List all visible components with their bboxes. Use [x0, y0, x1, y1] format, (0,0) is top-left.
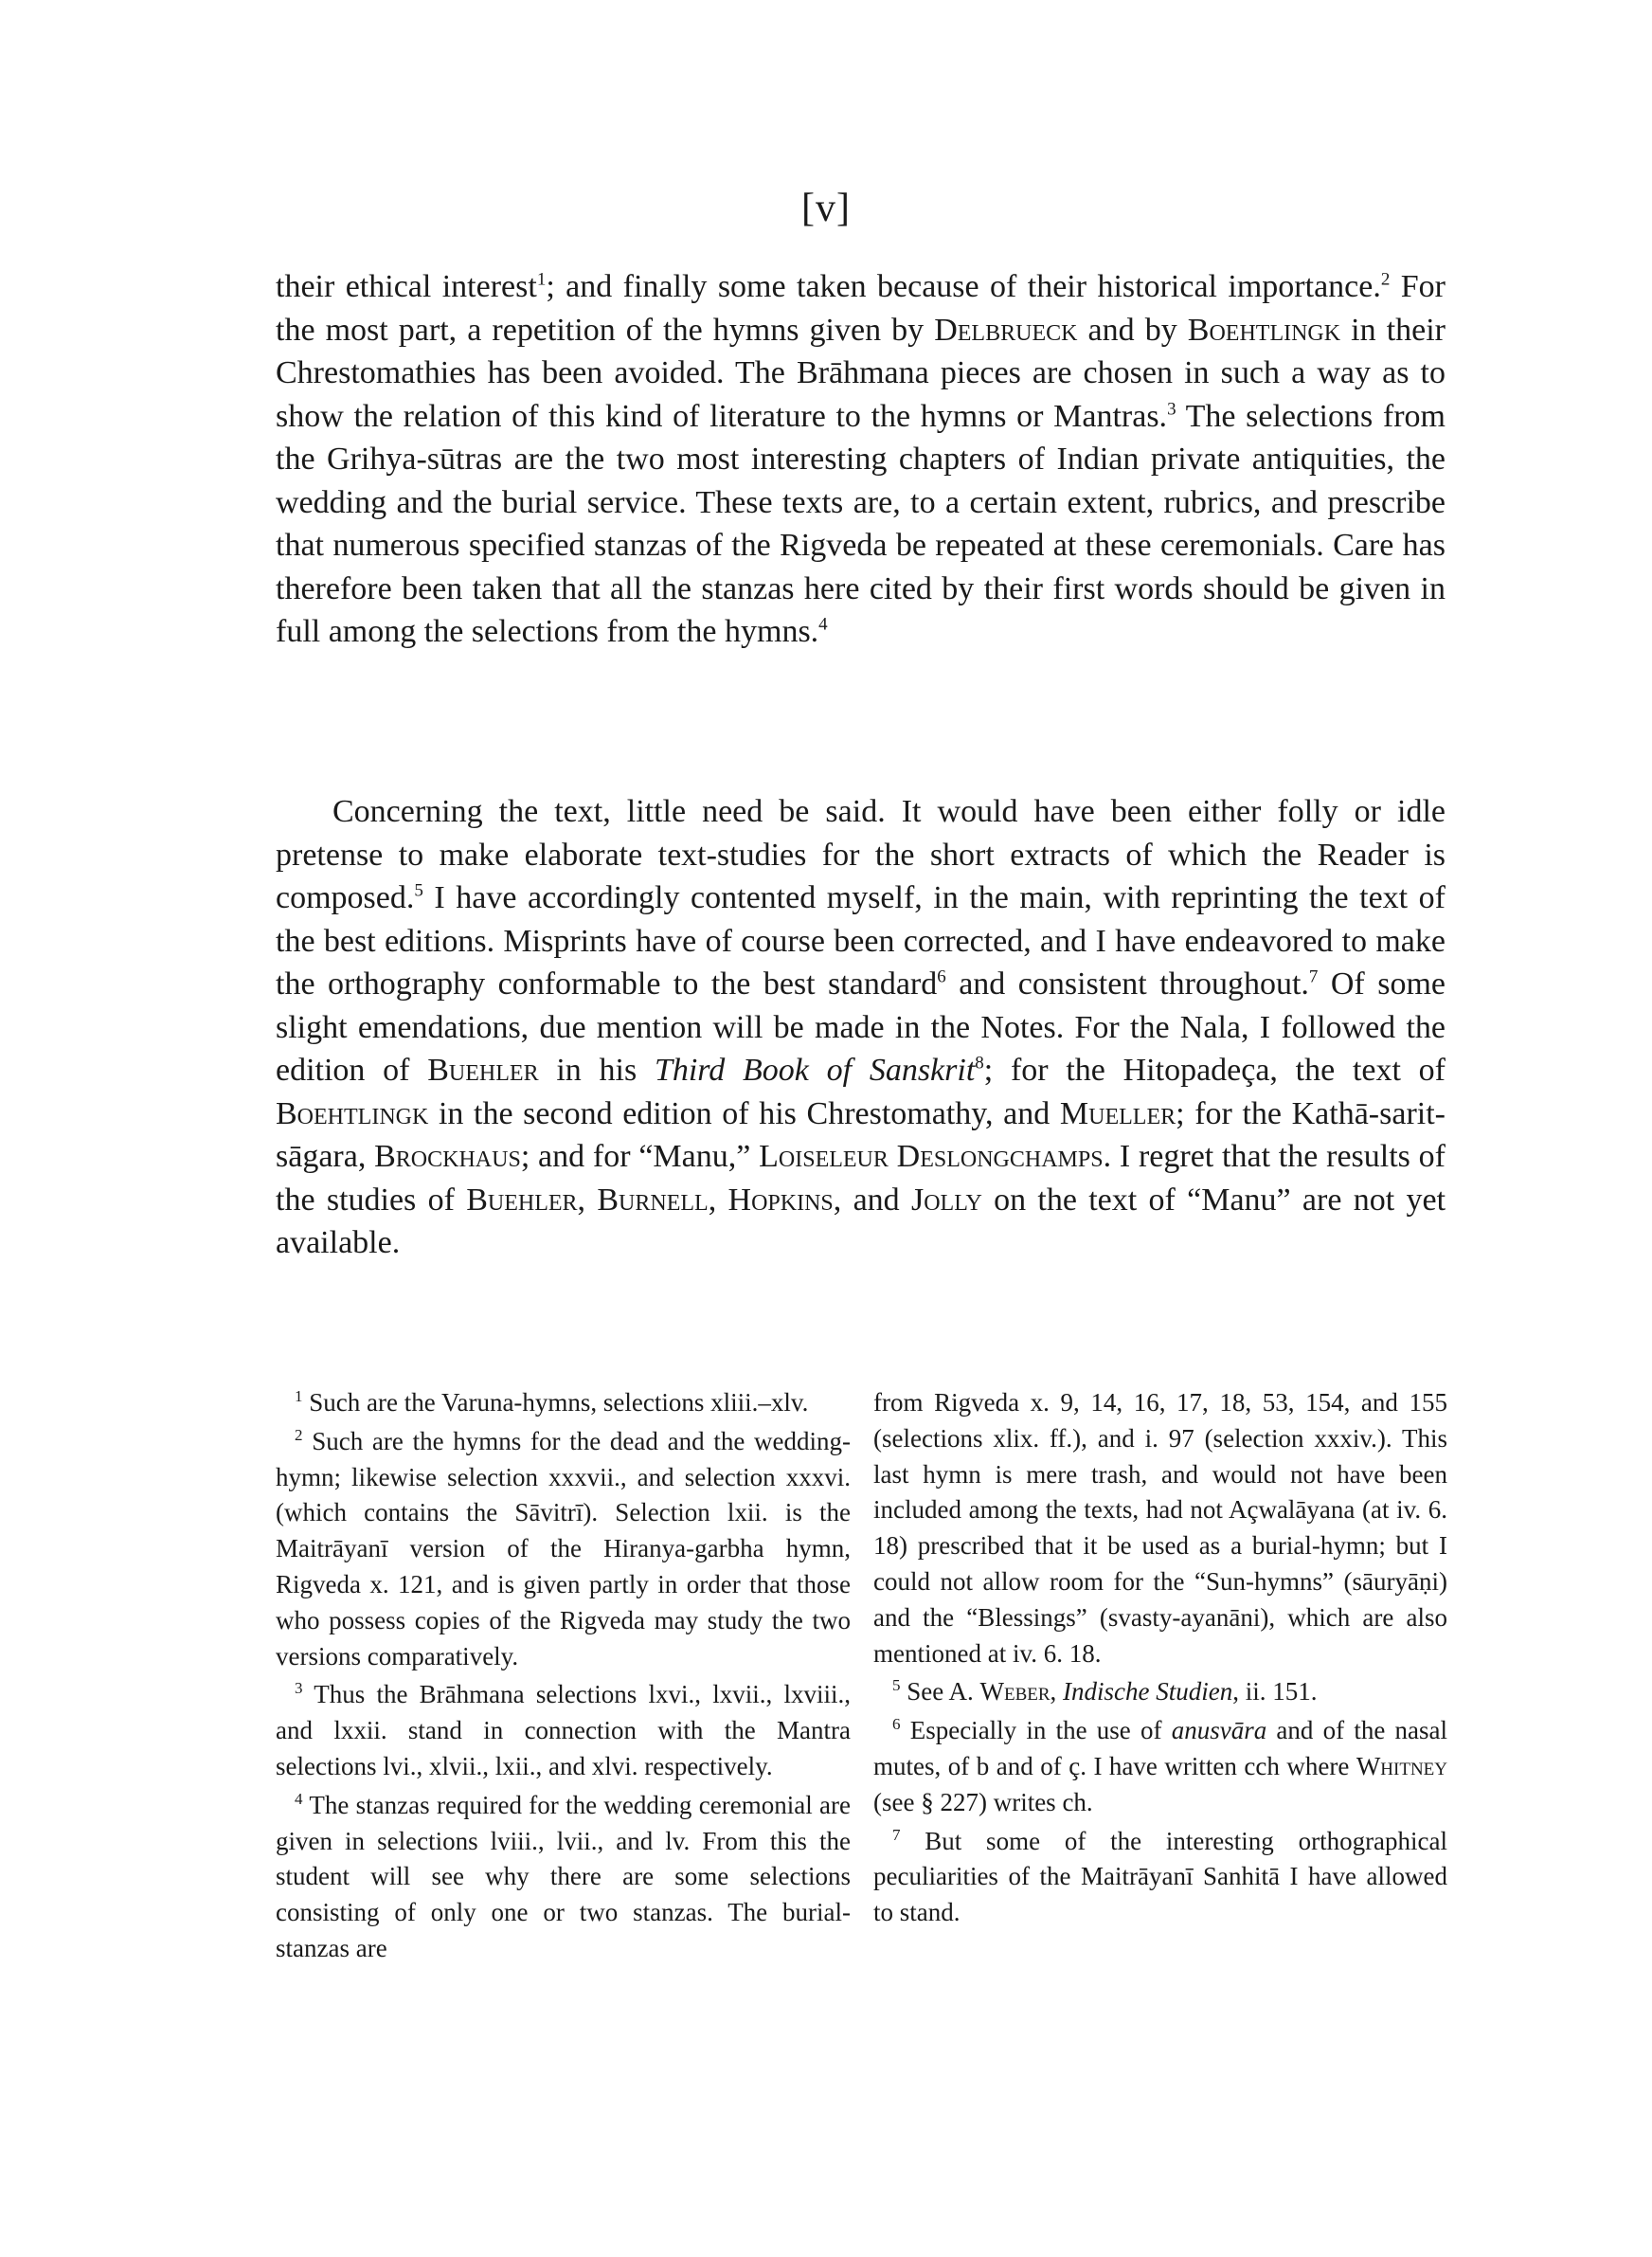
text-run: . I regret that the results of the studies of — [276, 1139, 1446, 1218]
text-run: I have accordingly contented myself, in the main, with reprinting the text of the best editions. Misprints have of course been corrected, and I have endeavored to make the orthography conformable to the best standard — [276, 880, 1446, 1002]
footnote-text: Such are the hymns for the dead and the wedding-hymn; likewise selection xxxvii., and selection xxxvi. (which contains the Sāvitrī). Selection lxii. is the Maitrāyanī version of the Hiranya-garbha hymn, Rigveda x. 121, and is given partly in order that those who possess copies of the Rigveda may study the two versions comparatively. — [276, 1426, 851, 1670]
text-run: ; for the Kathā-sarit-sāgara, — [276, 1095, 1446, 1174]
footnote-text: Especially in the use of — [909, 1716, 1172, 1745]
footnote-text: Such are the Varuna-hymns, selections xliii.–xlv. — [309, 1388, 809, 1417]
text-run: and consistent throughout. — [945, 966, 1309, 1002]
text-run: in their Chrestomathies has been avoided. The Brāhmana pieces are chosen in such a way as to show the relation of this kind of literature to the hymns or Mantras. — [276, 312, 1446, 434]
footnote-ref-2[interactable]: 2 — [1380, 269, 1391, 290]
text-run: on the text of “Manu” are not yet available. — [276, 1182, 1446, 1260]
author-whitney: Whitney — [1356, 1751, 1447, 1780]
paragraph-1-text — [276, 265, 1446, 654]
text-run: , and — [833, 1182, 911, 1218]
text-run: ; for the Hitopadeça, the text of — [983, 1053, 1446, 1088]
author-loiseleur: Loiseleur Deslongchamps — [759, 1139, 1104, 1174]
text-run: in the second edition of his Chrestomathy, and — [428, 1095, 1060, 1131]
author-brockhaus: Brockhaus — [374, 1139, 521, 1174]
author-weber: Weber — [979, 1677, 1050, 1706]
term-italic: anusvāra — [1171, 1716, 1267, 1745]
author-burnell: Burnell — [597, 1182, 709, 1218]
footnote-4 — [276, 1788, 851, 1967]
footnote-number: 5 — [892, 1676, 901, 1695]
author-mueller: Mueller — [1059, 1095, 1176, 1131]
footnote-text: , ii. 151. — [1232, 1677, 1318, 1706]
text-run: and by — [1077, 312, 1188, 348]
text-run: The selections from the Grihya-sūtras are the two most interesting chapters of Indian private antiquities, the wedding and the burial service. These texts are, to a certain extent, rubrics, and prescribe that numerous specified stanzas of the Rigveda be repeated at these ceremonials. Care has therefore been taken that all the stanzas here cited by their first words should be given in full among the selections from the hymns. — [276, 398, 1446, 649]
paragraph-text-sources — [276, 790, 1446, 1265]
footnote-number: 3 — [295, 1679, 303, 1698]
footnote-2 — [276, 1424, 851, 1675]
footnote-ref-5[interactable]: 5 — [414, 880, 423, 901]
journal-title: Indische Studien — [1063, 1677, 1233, 1706]
footnotes-left-column — [276, 1385, 851, 1970]
paragraph-2-text — [276, 790, 1446, 1265]
footnote-5 — [873, 1674, 1447, 1710]
author-boehtlingk: Boehtlingk — [1187, 312, 1341, 348]
footnote-ref-1[interactable]: 1 — [536, 269, 547, 290]
footnotes-right-column — [873, 1385, 1447, 1934]
footnote-6 — [873, 1713, 1447, 1820]
author-delbrueck: Delbrueck — [934, 312, 1078, 348]
footnote-number: 4 — [295, 1789, 303, 1808]
footnote-text: Thus the Brāhmana selections lxvi., lxvii., lxviii., and lxxii. stand in connection with the Mantra selections lvi., xlvii., lxii., and xlvi. respectively. — [276, 1680, 851, 1780]
footnote-ref-8[interactable]: 8 — [975, 1053, 984, 1074]
text-run: , — [708, 1182, 728, 1218]
author-jolly: Jolly — [910, 1182, 982, 1218]
footnote-text: , — [1050, 1677, 1064, 1706]
page-number: [v] — [801, 187, 851, 230]
text-run: For the most part, a repetition of the hymns given by — [276, 269, 1446, 348]
paragraph-selection-rationale — [276, 265, 1446, 654]
footnote-ref-6[interactable]: 6 — [937, 966, 946, 987]
footnote-number: 1 — [295, 1387, 303, 1405]
footnote-3 — [276, 1677, 851, 1784]
footnote-ref-7[interactable]: 7 — [1308, 966, 1319, 987]
book-title: Third Book of Sanskrit — [654, 1053, 976, 1088]
footnote-number: 7 — [892, 1825, 901, 1844]
footnote-4-continued: from Rigveda x. 9, 14, 16, 17, 18, 53, 154, and 155 (selections xlix. ff.), and i. 97 (selection xxxiv.). This last hymn is mere trash, and would not have been included among the texts, had not Açwalāyana (at iv. 6. 18) prescribed that it be used as a burial-hymn; but I could not allow room for the “Sun-hymns” (sāuryāṇi) and the “Blessings” (svasty-ayanāni), which are also mentioned at iv. 6. 18. — [873, 1388, 1447, 1668]
footnote-text: But some of the interesting orthographical peculiarities of the Maitrāyanī Sanhitā I have allowed to stand. — [873, 1826, 1448, 1927]
footnote-ref-3[interactable]: 3 — [1167, 399, 1176, 420]
text-run: , — [577, 1182, 598, 1218]
author-buehler: Buehler — [466, 1182, 578, 1218]
footnote-text: See A. — [907, 1677, 980, 1706]
text-run: Concerning the text, little need be said. It would have been either folly or idle pretense to make elaborate text-studies for the short extracts of which the Reader is composed. — [276, 794, 1446, 915]
text-run: Of some slight emendations, due mention will be made in the Notes. For the Nala, I followed the edition of — [276, 966, 1446, 1088]
footnote-text: and of the nasal mutes, of b and of ç. I have written cch where — [873, 1716, 1448, 1780]
author-boehtlingk: Boehtlingk — [276, 1095, 429, 1131]
text-run: ; and for “Manu,” — [520, 1139, 760, 1174]
text-run: in his — [538, 1053, 655, 1088]
text-run: their ethical interest — [276, 269, 537, 304]
author-hopkins: Hopkins — [727, 1182, 834, 1218]
text-run: ; and finally some taken because of their historical importance. — [546, 269, 1381, 304]
author-buehler: Buehler — [427, 1053, 539, 1088]
footnote-number: 6 — [892, 1715, 901, 1734]
footnote-1 — [276, 1385, 851, 1421]
footnote-text: (see § 227) writes ch. — [873, 1787, 1093, 1816]
footnote-7 — [873, 1824, 1447, 1931]
footnote-text: The stanzas required for the wedding ceremonial are given in selections lviii., lvii., and lv. From this the student will see why there are some selections consisting of only one or two stanzas. The burial-stanzas are — [276, 1790, 851, 1962]
footnote-number: 2 — [295, 1425, 303, 1444]
footnote-ref-4[interactable]: 4 — [818, 614, 828, 635]
